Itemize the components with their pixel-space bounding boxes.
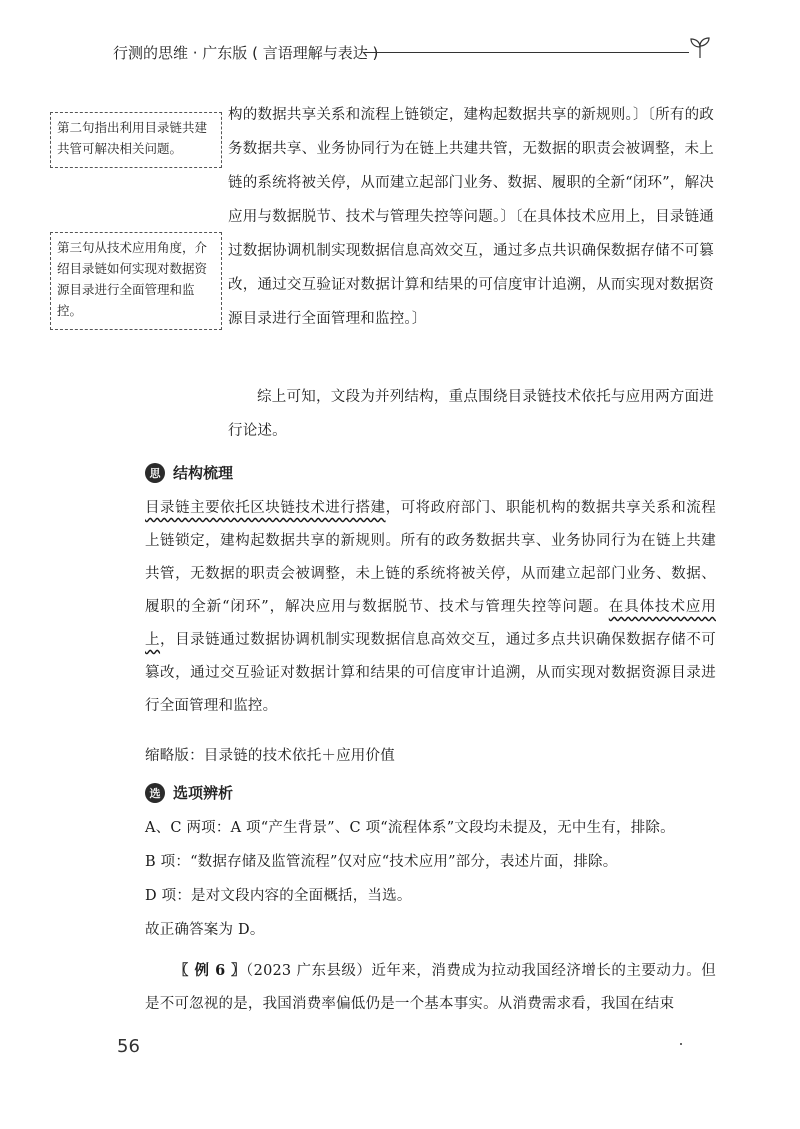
margin-note-sentence-2: 第二句指出利用目录链共建共管可解决相关问题。 xyxy=(50,112,222,168)
summary-line: 缩略版：目录链的技术依托＋应用价值 xyxy=(145,748,395,764)
sprout-icon xyxy=(687,34,713,60)
example-text: （2023 广东县级）近年来，消费成为拉动我国经济增长的主要动力。但是不可忽视的是，我国消费率偏低仍是一个基本事实。从消费需求看，我国在结束 xyxy=(145,963,716,1012)
example-6-paragraph xyxy=(145,954,716,1021)
page-header xyxy=(113,34,713,68)
section-badge-icon: 选 xyxy=(145,783,165,803)
option-d-analysis: D 项：是对文段内容的全面概括，当选。 xyxy=(145,888,412,904)
section-title: 选项辨析 xyxy=(173,784,234,802)
body-paragraph-2: 综上可知，文段为并列结构，重点围绕目录链技术依托与应用两方面进行论述。 xyxy=(228,389,714,439)
answer-line: 故正确答案为 D。 xyxy=(145,922,265,938)
structure-text: ，可将政府部门、职能机构的数据共享关系和流程上链锁定，建构起数据共享的新规则。所有的政务数据共享、业务协同行为在链上共建共管，无数据的职责会被调整，未上链的系统将被关停，从而建立起部门业务、数据、履职的全新“闭环”，解决应用与数据脱节、技术与管理失控等问题。 xyxy=(145,500,716,615)
margin-note-sentence-3: 第三句从技术应用角度，介绍目录链如何实现对数据资源目录进行全面管理和监控。 xyxy=(50,232,222,330)
section-badge-icon: 思 xyxy=(145,463,165,483)
structure-text: ，目录链通过数据协调机制实现数据信息高效交互，通过多点共识确保数据存储不可篡改，通过交互验证对数据计算和结果的可信度审计追溯，从而实现对数据资源目录进行全面管理和监控。 xyxy=(145,632,716,714)
option-b-analysis: B 项：“数据存储及监管流程”仅对应“技术应用”部分，表述片面，排除。 xyxy=(145,854,618,870)
section-title: 结构梳理 xyxy=(173,464,234,482)
example-tag: 〖 例 6 〗 xyxy=(174,962,246,979)
header-rule xyxy=(363,52,689,53)
page-number: 56 xyxy=(117,1036,140,1057)
header-title: 行测的思维 · 广东版 ( 言语理解与表达 ) xyxy=(113,42,384,63)
section-heading-structure xyxy=(145,462,233,483)
underlined-phrase: 在具体技术应用上 xyxy=(145,599,716,648)
option-ac-analysis: A、C 两项：A 项“产生背景”、C 项“流程体系”文段均未提及，无中生有，排除。 xyxy=(145,820,675,836)
section-heading-options xyxy=(145,782,233,803)
underlined-phrase: 目录链主要依托区块链技术进行搭建 xyxy=(145,500,386,516)
structure-paragraph xyxy=(145,492,716,723)
scan-speck xyxy=(680,1043,682,1045)
body-paragraph-1: 构的数据共享关系和流程上链锁定，建构起数据共享的新规则。〕〔所有的政务数据共享、业务协同行为在链上共建共管，无数据的职责会被调整，未上链的系统将被关停，从而建立起部门业务、数据、履职的全新“闭环”，解决应用与数据脱节、技术与管理失控等问题。〕〔在具体技术应用上，目录链通过数据协调机制实现数据信息高效交互，通过多点共识确保数据存储不可篡改，通过交互验证对数据计算和结果的可信度审计追溯，从而实现对数据资源目录进行全面管理和监控。〕 xyxy=(228,107,714,327)
